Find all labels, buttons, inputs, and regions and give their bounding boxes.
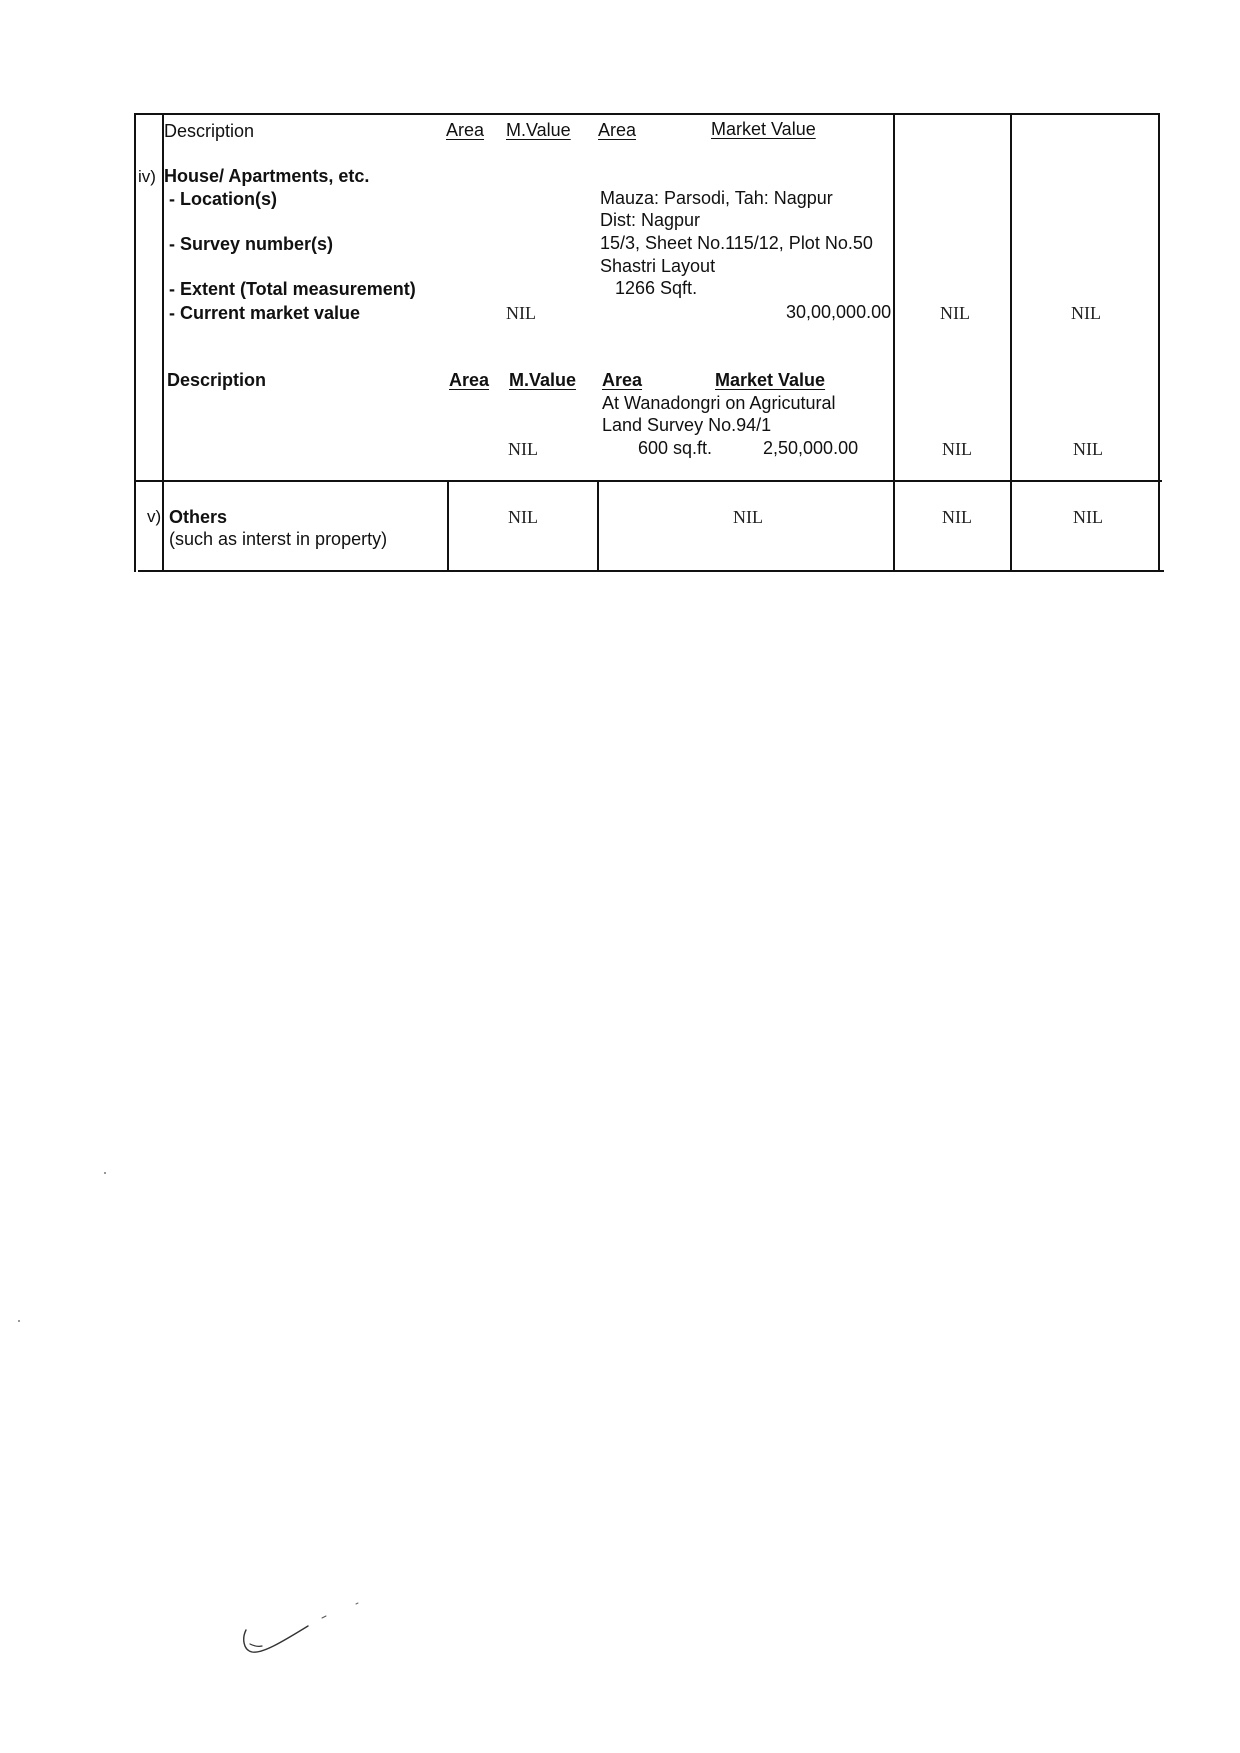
block2-detail-line: At Wanadongri on Agricutural [602,393,836,413]
column-divider-2 [447,480,449,572]
block1-detail-line: Mauza: Parsodi, Tah: Nagpur [600,188,833,208]
block1-detail-line: 1266 Sqft. [615,278,698,298]
column-divider-5 [1010,113,1012,572]
block2-header-area-left: Area [449,370,490,390]
block2-market-value: 2,50,000.00 [763,438,859,458]
others-title: Others [169,507,228,527]
block1-header-market-value: Market Value [711,119,816,139]
block1-col6-value: NIL [1071,303,1101,323]
scan-speck [18,1320,20,1322]
block2-header-area-right: Area [602,370,643,390]
block2-header-description: Description [167,370,267,390]
block2-mvalue: NIL [508,439,538,459]
table-right-border [1158,113,1160,572]
others-mvalue: NIL [508,507,538,527]
scan-speck [104,1172,106,1174]
block1-header-mvalue: M.Value [506,120,571,140]
table-left-border [134,113,136,572]
block1-col5-value: NIL [940,303,970,323]
block2-col5-value: NIL [942,439,972,459]
others-col6-value: NIL [1073,507,1103,527]
table-row-divider [136,480,1162,482]
block1-detail-line: Dist: Nagpur [600,210,701,230]
block2-header-market-value: Market Value [715,370,826,390]
block1-detail-line: Shastri Layout [600,256,716,276]
block2-header-mvalue: M.Value [509,370,577,390]
block1-header-description: Description [164,121,255,141]
column-divider-3 [597,480,599,572]
block1-title: House/ Apartments, etc. [164,166,370,186]
block1-roman-numeral: iv) [138,167,156,186]
others-roman-numeral: v) [147,507,162,526]
block1-header-area-left: Area [446,120,485,140]
block1-detail-line: 15/3, Sheet No.115/12, Plot No.50 [600,233,873,253]
block2-detail-line: Land Survey No.94/1 [602,415,772,435]
table-top-border [134,113,1158,115]
block2-col6-value: NIL [1073,439,1103,459]
block1-header-area-right: Area [598,120,637,140]
others-market-value: NIL [733,507,763,527]
block1-item-current-market-value: - Current market value [169,303,361,323]
signature-mark [238,1592,368,1662]
block2-area: 600 sq.ft. [638,438,713,458]
block1-item-location: - Location(s) [169,189,277,209]
block1-market-value: 30,00,000.00 [786,302,892,322]
others-col5-value: NIL [942,507,972,527]
block1-mvalue: NIL [506,303,536,323]
column-divider-4 [893,113,895,572]
block1-item-survey-number: - Survey number(s) [169,234,334,254]
block1-item-extent: - Extent (Total measurement) [169,279,416,299]
others-subtitle: (such as interst in property) [169,529,388,549]
